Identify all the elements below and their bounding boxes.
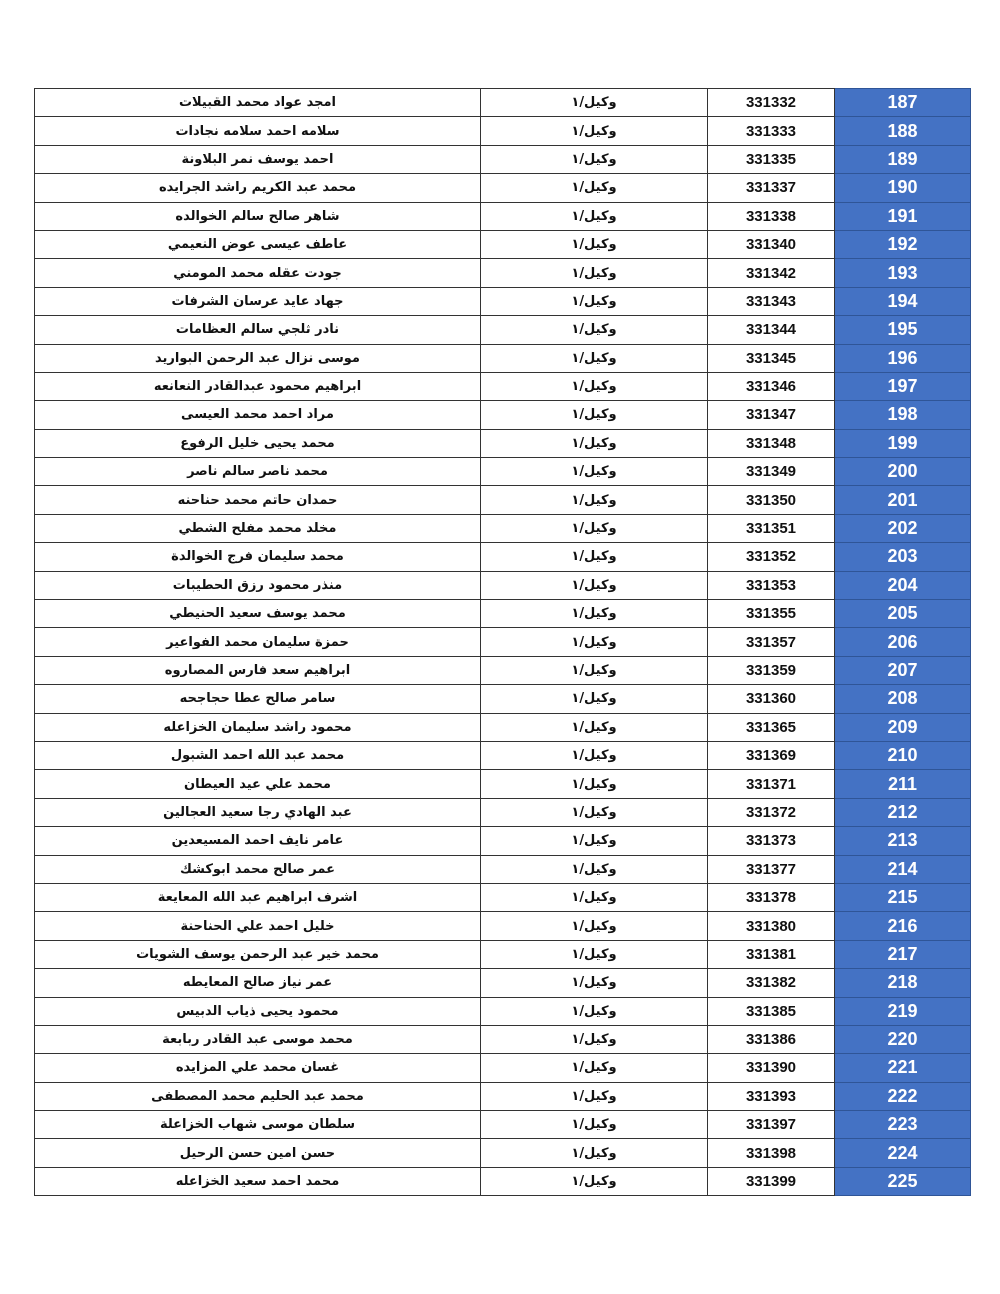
name-cell: حسن امين حسن الرحيل [35, 1139, 481, 1167]
name-cell: موسى نزال عبد الرحمن البواريد [35, 344, 481, 372]
serial-number-cell: 193 [835, 259, 971, 287]
id-cell: 331365 [708, 713, 835, 741]
table-row [35, 883, 971, 911]
id-cell: 331346 [708, 372, 835, 400]
serial-number-cell: 195 [835, 316, 971, 344]
id-cell: 331386 [708, 1025, 835, 1053]
table-row [35, 855, 971, 883]
name-cell: مخلد محمد مفلح الشطي [35, 514, 481, 542]
rank-cell: وكيل/١ [481, 855, 708, 883]
name-cell: غسان محمد علي المزايده [35, 1054, 481, 1082]
name-cell: محمد عبد الكريم راشد الجرايده [35, 174, 481, 202]
id-cell: 331369 [708, 741, 835, 769]
serial-number-cell: 207 [835, 656, 971, 684]
name-cell: منذر محمود رزق الحطيبات [35, 571, 481, 599]
table-row [35, 543, 971, 571]
name-cell: ابراهيم محمود عبدالقادر النعانعه [35, 372, 481, 400]
rank-cell: وكيل/١ [481, 372, 708, 400]
name-cell: محمد يوسف سعيد الحنيطي [35, 600, 481, 628]
serial-number-cell: 191 [835, 202, 971, 230]
name-cell: سلطان موسى شهاب الخزاعلة [35, 1111, 481, 1139]
serial-number-cell: 198 [835, 401, 971, 429]
serial-number-cell: 203 [835, 543, 971, 571]
table-row [35, 912, 971, 940]
rank-cell: وكيل/١ [481, 458, 708, 486]
table-row [35, 89, 971, 117]
id-cell: 331393 [708, 1082, 835, 1110]
rank-cell: وكيل/١ [481, 1025, 708, 1053]
table-row [35, 1082, 971, 1110]
table-row [35, 600, 971, 628]
serial-number-cell: 212 [835, 798, 971, 826]
serial-number-cell: 197 [835, 372, 971, 400]
id-cell: 331399 [708, 1167, 835, 1195]
rank-cell: وكيل/١ [481, 514, 708, 542]
id-cell: 331337 [708, 174, 835, 202]
id-cell: 331397 [708, 1111, 835, 1139]
table-row [35, 741, 971, 769]
serial-number-cell: 210 [835, 741, 971, 769]
serial-number-cell: 221 [835, 1054, 971, 1082]
rank-cell: وكيل/١ [481, 798, 708, 826]
serial-number-cell: 217 [835, 940, 971, 968]
rank-cell: وكيل/١ [481, 486, 708, 514]
rank-cell: وكيل/١ [481, 741, 708, 769]
id-cell: 331347 [708, 401, 835, 429]
serial-number-cell: 223 [835, 1111, 971, 1139]
name-cell: محمد عبد الحليم محمد المصطفى [35, 1082, 481, 1110]
id-cell: 331344 [708, 316, 835, 344]
id-cell: 331373 [708, 827, 835, 855]
serial-number-cell: 187 [835, 89, 971, 117]
table-row [35, 117, 971, 145]
serial-number-cell: 190 [835, 174, 971, 202]
rank-cell: وكيل/١ [481, 713, 708, 741]
id-cell: 331332 [708, 89, 835, 117]
table-row [35, 372, 971, 400]
serial-number-cell: 214 [835, 855, 971, 883]
rank-cell: وكيل/١ [481, 344, 708, 372]
rank-cell: وكيل/١ [481, 259, 708, 287]
id-cell: 331398 [708, 1139, 835, 1167]
table-row [35, 571, 971, 599]
name-cell: عمر نياز صالح المعايطه [35, 969, 481, 997]
serial-number-cell: 208 [835, 685, 971, 713]
table-row [35, 145, 971, 173]
table-row [35, 798, 971, 826]
id-cell: 331378 [708, 883, 835, 911]
serial-number-cell: 225 [835, 1167, 971, 1195]
table-row [35, 287, 971, 315]
serial-number-cell: 218 [835, 969, 971, 997]
id-cell: 331348 [708, 429, 835, 457]
table-row [35, 429, 971, 457]
rank-cell: وكيل/١ [481, 401, 708, 429]
name-cell: احمد يوسف نمر البلاونة [35, 145, 481, 173]
name-cell: محمد عبد الله احمد الشبول [35, 741, 481, 769]
table-row [35, 1167, 971, 1195]
table-row [35, 486, 971, 514]
name-cell: محمد علي عيد العيطان [35, 770, 481, 798]
serial-number-cell: 222 [835, 1082, 971, 1110]
table-row [35, 713, 971, 741]
name-cell: جهاد عايد عرسان الشرفات [35, 287, 481, 315]
table-row [35, 1111, 971, 1139]
rank-cell: وكيل/١ [481, 1111, 708, 1139]
table-row [35, 969, 971, 997]
table-row [35, 685, 971, 713]
name-cell: محمد موسى عبد القادر ربابعة [35, 1025, 481, 1053]
serial-number-cell: 196 [835, 344, 971, 372]
name-cell: عبد الهادي رجا سعيد العجالين [35, 798, 481, 826]
serial-number-cell: 220 [835, 1025, 971, 1053]
rank-cell: وكيل/١ [481, 685, 708, 713]
name-cell: محمود يحيى ذياب الدبيس [35, 997, 481, 1025]
table-row [35, 940, 971, 968]
name-cell: عامر نايف احمد المسيعدين [35, 827, 481, 855]
name-cell: حمدان حاتم محمد حناحنه [35, 486, 481, 514]
table-row [35, 202, 971, 230]
serial-number-cell: 189 [835, 145, 971, 173]
serial-number-cell: 192 [835, 230, 971, 258]
rank-cell: وكيل/١ [481, 1054, 708, 1082]
table-row [35, 827, 971, 855]
id-cell: 331381 [708, 940, 835, 968]
id-cell: 331359 [708, 656, 835, 684]
table-row [35, 401, 971, 429]
rank-cell: وكيل/١ [481, 1082, 708, 1110]
rank-cell: وكيل/١ [481, 656, 708, 684]
id-cell: 331380 [708, 912, 835, 940]
id-cell: 331349 [708, 458, 835, 486]
rank-cell: وكيل/١ [481, 117, 708, 145]
rank-cell: وكيل/١ [481, 1167, 708, 1195]
table-row [35, 1139, 971, 1167]
table-row [35, 344, 971, 372]
rank-cell: وكيل/١ [481, 883, 708, 911]
name-cell: محمد احمد سعيد الخزاعله [35, 1167, 481, 1195]
rank-cell: وكيل/١ [481, 969, 708, 997]
serial-number-cell: 209 [835, 713, 971, 741]
rank-cell: وكيل/١ [481, 628, 708, 656]
id-cell: 331360 [708, 685, 835, 713]
rank-cell: وكيل/١ [481, 600, 708, 628]
serial-number-cell: 201 [835, 486, 971, 514]
id-cell: 331382 [708, 969, 835, 997]
name-cell: عمر صالح محمد ابوكشك [35, 855, 481, 883]
name-cell: نادر ثلجي سالم العظامات [35, 316, 481, 344]
serial-number-cell: 200 [835, 458, 971, 486]
id-cell: 331345 [708, 344, 835, 372]
serial-number-cell: 202 [835, 514, 971, 542]
rank-cell: وكيل/١ [481, 770, 708, 798]
rank-cell: وكيل/١ [481, 912, 708, 940]
id-cell: 331338 [708, 202, 835, 230]
rank-cell: وكيل/١ [481, 202, 708, 230]
name-cell: محمد سليمان فرج الخوالدة [35, 543, 481, 571]
roster-table-container [34, 88, 968, 1196]
id-cell: 331353 [708, 571, 835, 599]
id-cell: 331333 [708, 117, 835, 145]
rank-cell: وكيل/١ [481, 571, 708, 599]
name-cell: جودت عقله محمد المومني [35, 259, 481, 287]
name-cell: حمزة سليمان محمد الفواعير [35, 628, 481, 656]
serial-number-cell: 188 [835, 117, 971, 145]
serial-number-cell: 216 [835, 912, 971, 940]
name-cell: مراد احمد محمد العيسى [35, 401, 481, 429]
rank-cell: وكيل/١ [481, 543, 708, 571]
name-cell: ابراهيم سعد فارس المصاروه [35, 656, 481, 684]
id-cell: 331377 [708, 855, 835, 883]
name-cell: اشرف ابراهيم عبد الله المعايعة [35, 883, 481, 911]
table-row [35, 1025, 971, 1053]
serial-number-cell: 204 [835, 571, 971, 599]
serial-number-cell: 205 [835, 600, 971, 628]
rank-cell: وكيل/١ [481, 145, 708, 173]
id-cell: 331390 [708, 1054, 835, 1082]
table-row [35, 997, 971, 1025]
id-cell: 331357 [708, 628, 835, 656]
id-cell: 331351 [708, 514, 835, 542]
name-cell: امجد عواد محمد القبيلات [35, 89, 481, 117]
rank-cell: وكيل/١ [481, 940, 708, 968]
id-cell: 331385 [708, 997, 835, 1025]
serial-number-cell: 199 [835, 429, 971, 457]
rank-cell: وكيل/١ [481, 174, 708, 202]
table-row [35, 656, 971, 684]
name-cell: سلامه احمد سلامه نجادات [35, 117, 481, 145]
rank-cell: وكيل/١ [481, 230, 708, 258]
name-cell: سامر صالح عطا حجاجحه [35, 685, 481, 713]
rank-cell: وكيل/١ [481, 997, 708, 1025]
id-cell: 331371 [708, 770, 835, 798]
serial-number-cell: 213 [835, 827, 971, 855]
serial-number-cell: 206 [835, 628, 971, 656]
table-row [35, 174, 971, 202]
name-cell: شاهر صالح سالم الخوالده [35, 202, 481, 230]
serial-number-cell: 211 [835, 770, 971, 798]
name-cell: محمد يحيى خليل الرفوع [35, 429, 481, 457]
name-cell: خليل احمد علي الحناحنة [35, 912, 481, 940]
rank-cell: وكيل/١ [481, 287, 708, 315]
table-row [35, 230, 971, 258]
id-cell: 331372 [708, 798, 835, 826]
table-row [35, 628, 971, 656]
id-cell: 331342 [708, 259, 835, 287]
rank-cell: وكيل/١ [481, 429, 708, 457]
table-row [35, 770, 971, 798]
serial-number-cell: 224 [835, 1139, 971, 1167]
rank-cell: وكيل/١ [481, 89, 708, 117]
roster-table-body [35, 89, 971, 1196]
id-cell: 331340 [708, 230, 835, 258]
roster-table [34, 88, 971, 1196]
id-cell: 331352 [708, 543, 835, 571]
name-cell: محمد ناصر سالم ناصر [35, 458, 481, 486]
table-row [35, 259, 971, 287]
rank-cell: وكيل/١ [481, 316, 708, 344]
id-cell: 331355 [708, 600, 835, 628]
table-row [35, 1054, 971, 1082]
name-cell: عاطف عيسى عوض النعيمي [35, 230, 481, 258]
serial-number-cell: 219 [835, 997, 971, 1025]
serial-number-cell: 215 [835, 883, 971, 911]
id-cell: 331350 [708, 486, 835, 514]
rank-cell: وكيل/١ [481, 827, 708, 855]
table-row [35, 458, 971, 486]
rank-cell: وكيل/١ [481, 1139, 708, 1167]
id-cell: 331343 [708, 287, 835, 315]
table-row [35, 316, 971, 344]
id-cell: 331335 [708, 145, 835, 173]
serial-number-cell: 194 [835, 287, 971, 315]
name-cell: محمد خير عبد الرحمن يوسف الشويات [35, 940, 481, 968]
name-cell: محمود راشد سليمان الخزاعله [35, 713, 481, 741]
table-row [35, 514, 971, 542]
